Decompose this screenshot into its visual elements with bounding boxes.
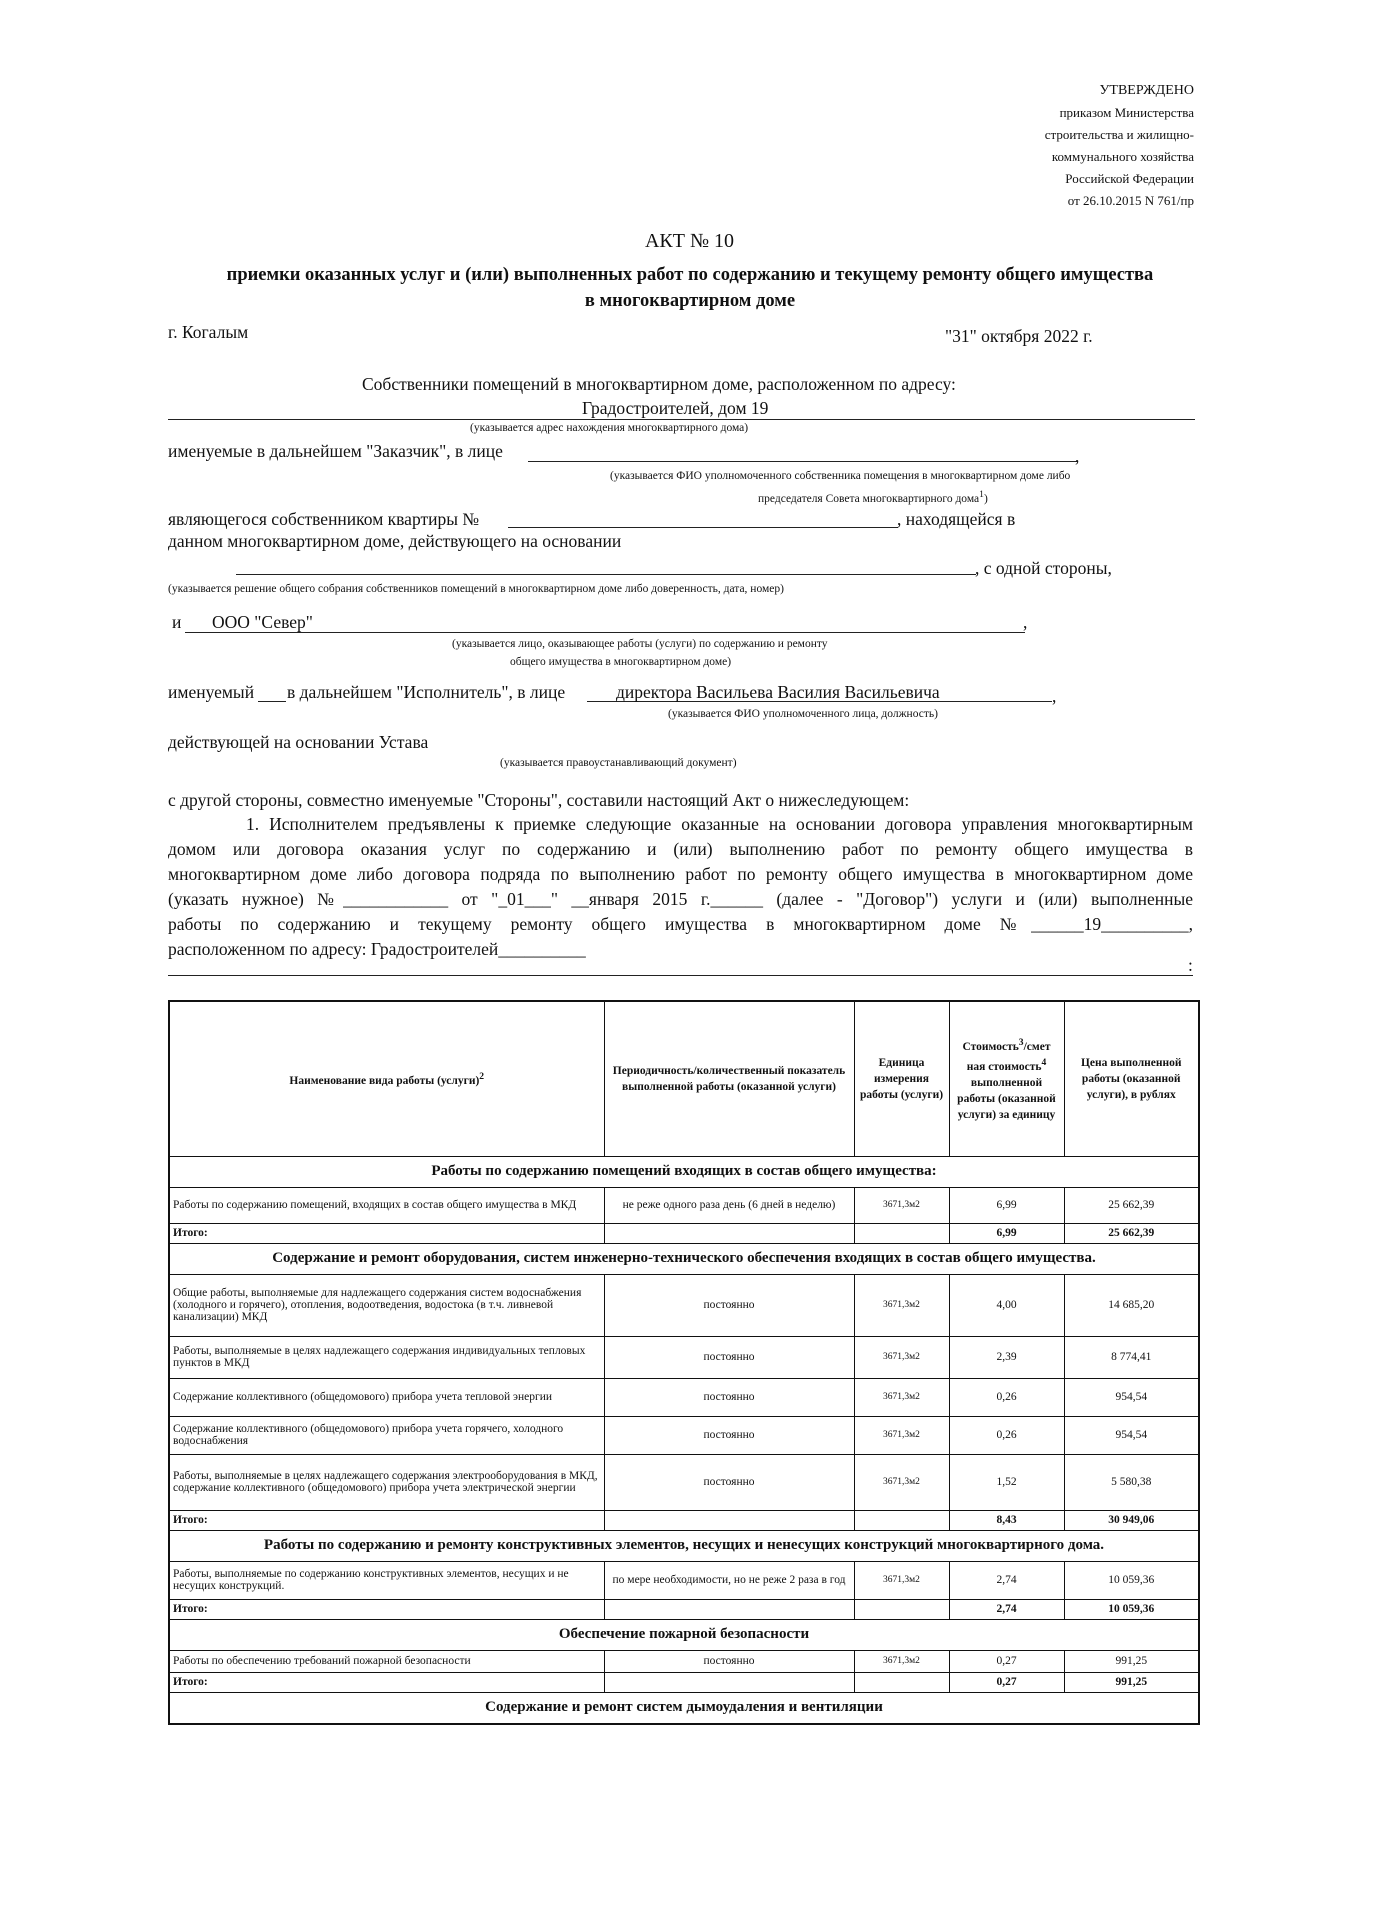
approved-line: коммунального хозяйства [1051,149,1194,164]
act-title-line: в многоквартирном доме [584,291,796,311]
cell-cost: 6,99 [949,1187,1064,1223]
address-value: Градостроителей, дом 19 [582,398,769,418]
section-title: Содержание и ремонт оборудования, систем инженерно-технического обеспечения входящих в состав общего имущества. [169,1243,1199,1274]
hint-executor: (указывается ФИО уполномоченного лица, должность) [668,708,938,720]
section-title: Содержание и ремонт систем дымоудаления и вентиляции [169,1692,1199,1724]
empty-cell [604,1510,854,1530]
hint-contractor-2: общего имущества в многоквартирном доме) [510,656,732,668]
cell-cost: 0,27 [949,1650,1064,1672]
approved-title: УТВЕРЖДЕНО [1099,83,1194,98]
table-row [169,1454,1199,1510]
approved-line: строительства и жилищно- [1044,127,1194,142]
empty-cell [604,1599,854,1619]
hint-acting: (указывается правоустанавливающий документ) [500,757,737,769]
act-date: "31" октября 2022 г. [945,326,1093,346]
footnote-ref: 3 [1018,1036,1024,1048]
cell-name: Работы, выполняемые в целях надлежащего содержания индивидуальных тепловых пунктов в МКД [169,1336,604,1378]
cell-unit: 3671,3м2 [854,1187,949,1223]
clause-line: работы по содержанию и текущему ремонту общего имущества в многоквартирном доме №______19__________, [168,914,1193,934]
services-table [168,1000,1200,1725]
section-header-row [169,1530,1199,1561]
total-cost: 6,99 [949,1223,1064,1243]
cell-price: 14 685,20 [1064,1274,1199,1336]
located-label: , находящейся в [897,509,1016,529]
total-price: 10 059,36 [1064,1599,1199,1619]
executor-label-1: именуемый [168,682,255,702]
total-row [169,1223,1199,1243]
cell-price: 10 059,36 [1064,1561,1199,1599]
one-side: , с одной стороны, [975,558,1112,578]
and-label: и [172,612,182,632]
total-price: 991,25 [1064,1672,1199,1692]
clause-1 [168,812,1193,962]
cell-cost: 0,26 [949,1378,1064,1416]
owners-line: Собственники помещений в многоквартирном доме, расположенном по адресу: [362,374,956,394]
cell-period: постоянно [604,1650,854,1672]
col-header-cost-text: выполненной работы (оказанной услуги) за единицу [957,1076,1056,1121]
col-header-unit: Единица измерения работы (услуги) [854,1001,949,1156]
table-row [169,1416,1199,1454]
act-title [160,262,1220,314]
table-row [169,1650,1199,1672]
cell-price: 8 774,41 [1064,1336,1199,1378]
empty-cell [854,1599,949,1619]
total-price: 25 662,39 [1064,1223,1199,1243]
hint-customer-2-text: председателя Совета многоквартирного дома [758,492,980,505]
other-side: с другой стороны, совместно именуемые "Стороны", составили настоящий Акт о нижеследующем: [168,790,910,810]
clause-line: (указать нужное) №____________ от "_01___" __января 2015 г.______ (далее - "Договор") услуги и (или) выполненные [168,889,1193,909]
section-title: Работы по содержанию помещений входящих в состав общего имущества: [169,1156,1199,1187]
hint-basis: (указывается решение общего собрания собственников помещений в многоквартирном доме либо доверенность, дата, номер) [168,583,784,595]
cell-unit: 3671,3м2 [854,1274,949,1336]
hint-address: (указывается адрес нахождения многоквартирного дома) [470,422,749,434]
contractor-name: ООО "Север" [212,612,313,632]
total-row [169,1672,1199,1692]
cell-cost: 1,52 [949,1454,1064,1510]
empty-cell [854,1672,949,1692]
total-cost: 0,27 [949,1672,1064,1692]
total-label: Итого: [169,1672,604,1692]
cell-unit: 3671,3м2 [854,1378,949,1416]
footnote-ref: 4 [1041,1056,1047,1068]
basis-underline [236,574,976,575]
owner-flat-label: являющегося собственником квартиры № [168,509,480,529]
table-row [169,1187,1199,1223]
col-header-name [169,1001,604,1156]
cell-name: Содержание коллективного (общедомового) прибора учета горячего, холодного водоснабжения [169,1416,604,1454]
acting-label: действующей на основании Устава [168,732,429,752]
col-header-price: Цена выполненной работы (оказанной услуги), в рублях [1064,1001,1199,1156]
table-header-row [169,1001,1199,1156]
cell-price: 25 662,39 [1064,1187,1199,1223]
clause-line: многоквартирном доме либо договора подряда по выполнению работ по ремонту общего имущества в многоквартирном доме [168,864,1193,884]
total-label: Итого: [169,1510,604,1530]
section-header-row [169,1619,1199,1650]
hint-customer-1: (указывается ФИО уполномоченного собственника помещения в многоквартирном доме либо [610,470,1071,482]
address-continuation-underline [168,975,1193,976]
cell-period: не реже одного раза день (6 дней в неделю) [604,1187,854,1223]
hint-customer-2 [758,489,988,505]
cell-name: Работы по обеспечению требований пожарной безопасности [169,1650,604,1672]
cell-unit: 3671,3м2 [854,1454,949,1510]
cell-period: постоянно [604,1454,854,1510]
total-row [169,1599,1199,1619]
clause-line: 1. Исполнителем предъявлены к приемке следующие оказанные на основании договора управления многоквартирным [246,814,1193,834]
cell-cost: 2,74 [949,1561,1064,1599]
clause-line: расположенном по адресу: Градостроителей__________ [168,939,586,959]
table-row [169,1274,1199,1336]
empty-cell [604,1223,854,1243]
cell-cost: 0,26 [949,1416,1064,1454]
cell-price: 954,54 [1064,1416,1199,1454]
approved-line: приказом Министерства [1059,105,1194,120]
act-number: АКТ № 10 [644,230,735,252]
empty-cell [604,1672,854,1692]
col-header-cost-text: /смет ная стоимость [966,1040,1051,1073]
section-title: Обеспечение пожарной безопасности [169,1619,1199,1650]
cell-period: постоянно [604,1416,854,1454]
cell-price: 991,25 [1064,1650,1199,1672]
col-header-period: Периодичность/количественный показатель выполненной работы (оказанной услуги) [604,1001,854,1156]
cell-period: постоянно [604,1336,854,1378]
cell-price: 5 580,38 [1064,1454,1199,1510]
cell-unit: 3671,3м2 [854,1650,949,1672]
total-cost: 8,43 [949,1510,1064,1530]
section-header-row [169,1156,1199,1187]
footnote-ref: 1 [979,489,984,500]
cell-name: Работы, выполняемые в целях надлежащего содержания электрооборудования в МКД, содержание коллективного (общедомового) прибора учета электрической энергии [169,1454,604,1510]
executor-label-2: в дальнейшем "Исполнитель", в лице [287,682,566,702]
table-row [169,1561,1199,1599]
executor-underline-1 [258,701,286,702]
comma: , [1023,612,1028,632]
section-header-row [169,1243,1199,1274]
cell-period: по мере необходимости, но не реже 2 раза в год [604,1561,854,1599]
approval-stamp-block [944,80,1194,212]
cell-cost: 2,39 [949,1336,1064,1378]
empty-cell [854,1223,949,1243]
col-header-cost-text: Стоимость [962,1040,1019,1053]
cell-price: 954,54 [1064,1378,1199,1416]
cell-cost: 4,00 [949,1274,1064,1336]
total-cost: 2,74 [949,1599,1064,1619]
col-header-name-text: Наименование вида работы (услуги) [289,1074,480,1087]
hint-contractor-1: (указывается лицо, оказывающее работы (услуги) по содержанию и ремонту [452,638,828,650]
flat-underline [508,527,898,528]
cell-unit: 3671,3м2 [854,1561,949,1599]
total-row [169,1510,1199,1530]
city: г. Когалым [168,322,249,342]
comma: , [1075,446,1080,466]
col-header-cost [949,1001,1064,1156]
act-title-line: приемки оказанных услуг и (или) выполненных работ по содержанию и текущему ремонту общего имущества [226,265,1154,285]
customer-underline [528,461,1078,462]
section-header-row [169,1692,1199,1724]
cell-unit: 3671,3м2 [854,1336,949,1378]
address-underline [168,419,1195,420]
section-title: Работы по содержанию и ремонту конструктивных элементов, несущих и ненесущих конструкций многоквартирного дома. [169,1530,1199,1561]
table-row [169,1336,1199,1378]
cell-name: Работы по содержанию помещений, входящих в состав общего имущества в МКД [169,1187,604,1223]
approved-date: от 26.10.2015 N 761/пр [1067,193,1194,208]
approved-line: Российской Федерации [1065,171,1194,186]
cell-period: постоянно [604,1274,854,1336]
table-body [169,1156,1199,1724]
table-row [169,1378,1199,1416]
total-price: 30 949,06 [1064,1510,1199,1530]
hint-customer-end: ) [983,492,988,505]
empty-cell [854,1510,949,1530]
basis-label: данном многоквартирном доме, действующего на основании [168,531,622,551]
footnote-ref: 2 [479,1070,485,1082]
cell-name: Содержание коллективного (общедомового) прибора учета тепловой энергии [169,1378,604,1416]
clause-line: домом или договора оказания услуг по содержанию и (или) выполнению работ по ремонту общего имущества в [168,839,1193,859]
comma: , [1052,686,1057,706]
total-label: Итого: [169,1599,604,1619]
cell-name: Работы, выполняемые по содержанию конструктивных элементов, несущих и не несущих конструкций. [169,1561,604,1599]
total-label: Итого: [169,1223,604,1243]
cell-period: постоянно [604,1378,854,1416]
customer-label: именуемые в дальнейшем "Заказчик", в лице [168,441,503,461]
cell-name: Общие работы, выполняемые для надлежащего содержания систем водоснабжения (холодного и горячего), отопления, водоотведения, водостока (в т.ч. ливневой канализации) МКД [169,1274,604,1336]
colon: : [1188,955,1193,975]
cell-unit: 3671,3м2 [854,1416,949,1454]
executor-person: директора Васильева Василия Васильевича [616,682,940,702]
